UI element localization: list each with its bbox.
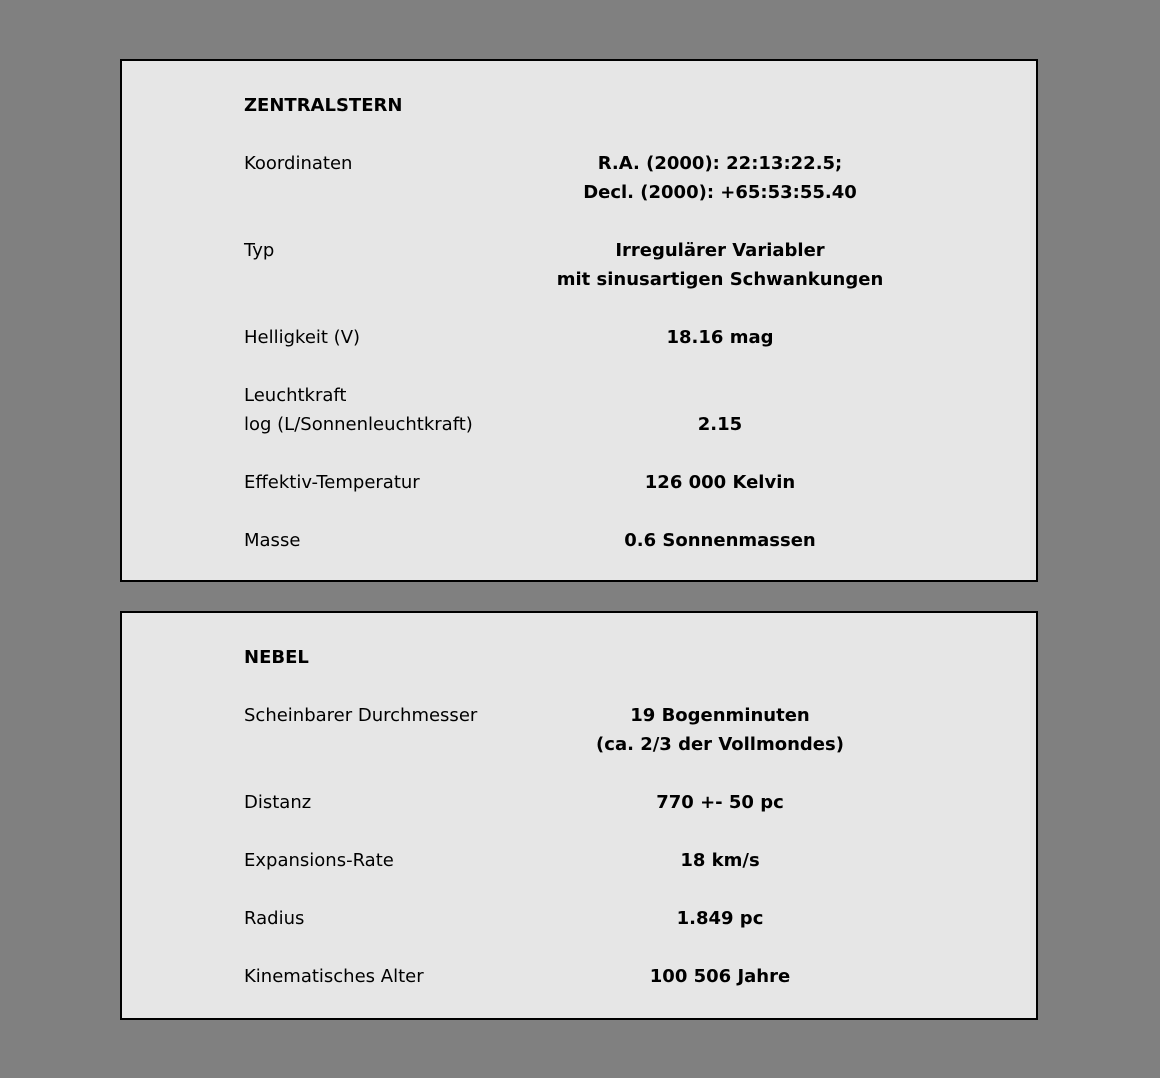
label-line: Koordinaten: [244, 153, 353, 174]
value-line: 18 km/s: [680, 850, 760, 871]
row-brightness: [122, 323, 1036, 352]
label-line: Effektiv-Temperatur: [244, 472, 420, 493]
label-line: Typ: [244, 240, 275, 261]
label-line: Distanz: [244, 792, 312, 813]
value-line: 19 Bogenminuten: [630, 705, 810, 726]
central-star-panel: [120, 59, 1038, 582]
label-line: Radius: [244, 908, 305, 929]
central-star-title: ZENTRALSTERN: [244, 95, 403, 116]
value-line: 1.849 pc: [676, 908, 764, 929]
row-value: [520, 323, 920, 352]
row-kinematic-age: [122, 962, 1036, 991]
row-value: [520, 236, 920, 294]
row-distance: [122, 788, 1036, 817]
value-line: Decl. (2000): +65:53:55.40: [583, 182, 857, 203]
row-label: [244, 236, 544, 265]
value-line: 100 506 Jahre: [649, 966, 791, 987]
row-value: [520, 788, 920, 817]
row-value: [520, 701, 920, 759]
value-line: (ca. 2/3 der Vollmondes): [596, 734, 844, 755]
row-value: [520, 149, 920, 207]
value-line: 770 +- 50 pc: [656, 792, 784, 813]
value-line: mit sinusartigen Schwankungen: [556, 269, 884, 290]
row-label: [244, 381, 544, 439]
label-line: log (L/Sonnenleuchtkraft): [244, 414, 473, 435]
label-line: Kinematisches Alter: [244, 966, 424, 987]
row-label: [244, 323, 544, 352]
row-type: [122, 236, 1036, 294]
central-star-rows: [122, 149, 1036, 555]
row-luminosity: [122, 381, 1036, 439]
row-label: [244, 468, 544, 497]
value-spacer: [520, 381, 920, 410]
row-value: [520, 904, 920, 933]
label-line: Scheinbarer Durchmesser: [244, 705, 478, 726]
row-label: [244, 149, 544, 178]
value-line: 18.16 mag: [666, 327, 774, 348]
row-value: [520, 846, 920, 875]
label-line: Expansions-Rate: [244, 850, 394, 871]
row-label: [244, 846, 544, 875]
row-label: [244, 788, 544, 817]
row-value: [520, 468, 920, 497]
row-expansion-rate: [122, 846, 1036, 875]
label-line: Leuchtkraft: [244, 385, 347, 406]
row-value: [520, 962, 920, 991]
label-line: Helligkeit (V): [244, 327, 361, 348]
row-coordinates: [122, 149, 1036, 207]
row-apparent-diameter: [122, 701, 1036, 759]
row-value: [520, 381, 920, 439]
nebula-panel: [120, 611, 1038, 1020]
row-label: [244, 526, 544, 555]
value-line: 0.6 Sonnenmassen: [624, 530, 816, 551]
nebula-rows: [122, 701, 1036, 991]
value-line: 126 000 Kelvin: [644, 472, 796, 493]
value-line: 2.15: [697, 414, 743, 435]
row-value: [520, 526, 920, 555]
value-line: Irregulärer Variabler: [615, 240, 825, 261]
row-effective-temperature: [122, 468, 1036, 497]
label-line: Masse: [244, 530, 301, 551]
row-label: [244, 701, 544, 730]
row-radius: [122, 904, 1036, 933]
nebula-title: NEBEL: [244, 647, 309, 668]
row-mass: [122, 526, 1036, 555]
row-label: [244, 962, 544, 991]
row-label: [244, 904, 544, 933]
value-line: R.A. (2000): 22:13:22.5;: [597, 153, 843, 174]
